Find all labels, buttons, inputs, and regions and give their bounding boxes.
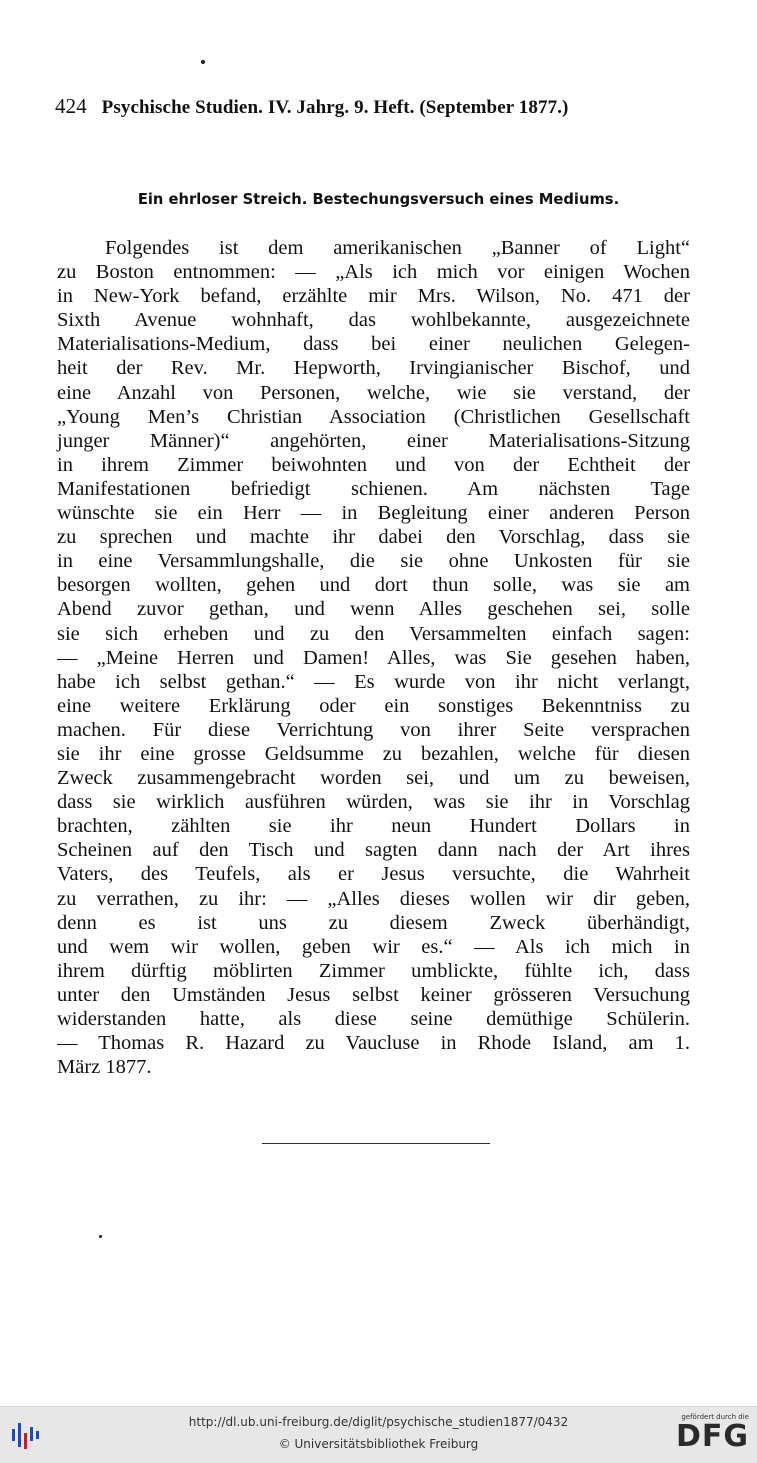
text-line: zu verrathen, zu ihr: — „Alles dieses wollen wir dir geben, [57, 887, 690, 910]
article-body [57, 236, 690, 1079]
text-line: in New-York befand, erzählte mir Mrs. Wilson, No. 471 der [57, 285, 690, 308]
dfg-logo [667, 1413, 749, 1459]
text-line: Folgendes ist dem amerikanischen „Banner of Light“ [105, 237, 690, 259]
text-line: sie sich erheben und zu den Versammelten einfach sagen: [57, 622, 690, 645]
text-line: Scheinen auf den Tisch und sagten dann nach der Art ihres [57, 839, 690, 862]
text-line: wünschte sie ein Herr — in Begleitung einer anderen Person [57, 502, 690, 525]
text-line: Abend zuvor gethan, und wenn Alles geschehen sei, solle [57, 598, 690, 621]
text-line: Materialisations-Medium, dass bei einer neulichen Gelegen- [57, 333, 690, 356]
article-title: Ein ehrloser Streich. Bestechungsversuch eines Mediums. [137, 190, 620, 208]
page-number: 424 [55, 94, 87, 118]
text-line: Sixth Avenue wohnhaft, das wohlbekannte, ausgezeichnete [57, 309, 690, 332]
text-line: sie ihr eine grosse Geldsumme zu bezahlen, welche für diesen [57, 742, 690, 765]
text-line: brachten, zählten sie ihr neun Hundert Dollars in [57, 815, 690, 838]
text-line: machen. Für diese Verrichtung von ihrer Seite versprachen [57, 718, 690, 741]
text-line: eine Anzahl von Personen, welche, wie sie verstand, der [57, 381, 690, 404]
text-line: Manifestationen befriedigt schienen. Am nächsten Tage [57, 477, 690, 500]
dfg-wordmark: DFG [675, 1419, 749, 1454]
text-line: eine weitere Erklärung oder ein sonstiges Bekenntniss zu [57, 694, 690, 717]
dfg-caption: gefördert durch die [681, 1413, 749, 1421]
text-line: ihrem dürftig möblirten Zimmer umblickte, fühlte ich, dass [57, 959, 690, 982]
text-line: — „Meine Herren und Damen! Alles, was Sie gesehen haben, [57, 646, 690, 669]
footer-bar [0, 1406, 757, 1463]
text-line: in ihrem Zimmer beiwohnten und von der Echtheit der [57, 453, 690, 476]
text-line: „Young Men’s Christian Association (Christlichen Gesellschaft [57, 405, 690, 428]
text-line: in eine Versammlungshalle, die sie ohne Unkosten für sie [57, 550, 690, 573]
text-line: habe ich selbst gethan.“ — Es wurde von ihr nicht verlangt, [57, 670, 690, 693]
text-line: Vaters, des Teufels, als er Jesus versuchte, die Wahrheit [57, 863, 690, 886]
text-line: zu Boston entnommen: — „Als ich mich vor einigen Wochen [57, 261, 690, 284]
text-line: widerstanden hatte, als diese seine demüthige Schülerin. [57, 1008, 690, 1030]
footer-url[interactable]: http://dl.ub.uni-freiburg.de/diglit/psychische_studien1877/0432 [188, 1415, 569, 1429]
scan-speck [99, 1235, 102, 1238]
running-title: Psychische Studien. IV. Jahrg. 9. Heft. (September 1877.) [101, 97, 569, 118]
text-line: — Thomas R. Hazard zu Vaucluse in Rhode Island, am 1. [57, 1032, 690, 1055]
section-divider [262, 1143, 490, 1144]
text-line: heit der Rev. Mr. Hepworth, Irvingianischer Bischof, und [57, 357, 690, 380]
text-line: unter den Umständen Jesus selbst keiner grösseren Versuchung [57, 983, 690, 1006]
text-line: März 1877. [57, 1056, 152, 1079]
text-line: dass sie wirklich ausführen würden, was sie ihr in Vorschlag [57, 791, 690, 814]
running-header [55, 94, 675, 119]
text-line: Zweck zusammengebracht worden sei, und um zu beweisen, [57, 767, 690, 790]
text-line: junger Männer)“ angehörten, einer Materialisations-Sitzung [57, 429, 690, 452]
scan-speck [201, 60, 205, 64]
footer-copyright: © Universitätsbibliothek Freiburg [278, 1437, 479, 1451]
text-line: besorgen wollten, gehen und dort thun solle, was sie am [57, 574, 690, 597]
text-line: und wem wir wollen, geben wir es.“ — Als ich mich in [57, 935, 690, 958]
text-line: denn es ist uns zu diesem Zweck überhändigt, [57, 911, 690, 934]
text-line: zu sprechen und machte ihr dabei den Vorschlag, dass sie [57, 526, 690, 549]
